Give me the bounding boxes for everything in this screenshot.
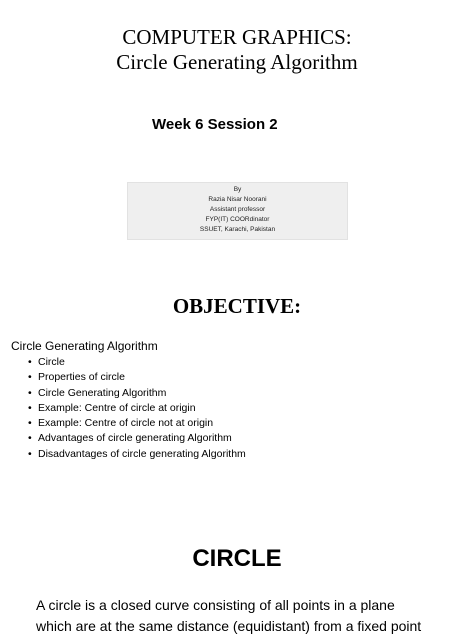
author-institution: SSUET, Karachi, Pakistan [199,226,276,233]
bullet-icon: • [28,356,32,368]
session-label: Week 6 Session 2 [152,116,278,133]
bullet-icon: • [28,401,32,414]
list-item [28,401,246,416]
list-item [28,370,246,385]
objective-slide [0,268,474,496]
list-item-text: Properties of circle [38,371,125,384]
list-item-text: Circle Generating Algorithm [38,386,167,399]
bullet-icon: • [28,386,32,399]
bullet-icon: • [28,417,32,430]
author-position: Assistant professor [209,206,266,213]
list-item [28,416,246,431]
author-by: By [233,186,242,193]
title-slide [0,0,474,268]
bullet-icon: • [28,371,32,384]
course-title: COMPUTER GRAPHICS: [122,25,352,49]
circle-definition [36,595,472,637]
circle-heading: CIRCLE [192,545,282,572]
objective-list [28,355,246,462]
list-item [28,447,246,462]
topic-title: Circle Generating Algorithm [116,50,358,74]
list-item-text: Example: Centre of circle at origin [38,401,196,414]
circle-slide [0,496,474,632]
objective-heading: OBJECTIVE: [172,294,302,318]
author-box [127,182,348,240]
list-item [28,431,246,446]
list-item-text: Example: Centre of circle not at origin [38,417,214,430]
list-item [28,386,246,401]
list-item-text: Advantages of circle generating Algorithm [38,432,232,445]
bullet-icon: • [28,447,32,460]
objective-intro: Circle Generating Algorithm [11,339,158,353]
list-item-text: Disadvantages of circle generating Algorithm [38,447,246,460]
author-role: FYP(IT) COORdinator [205,216,270,223]
circle-definition-line: which are at the same distance (equidistant) from a fixed point [36,618,422,634]
list-item [28,355,246,370]
circle-definition-line: A circle is a closed curve consisting of all points in a plane [36,597,395,613]
list-item-text: Circle [38,356,65,368]
author-name: Razia Nisar Noorani [208,196,267,203]
bullet-icon: • [28,432,32,445]
